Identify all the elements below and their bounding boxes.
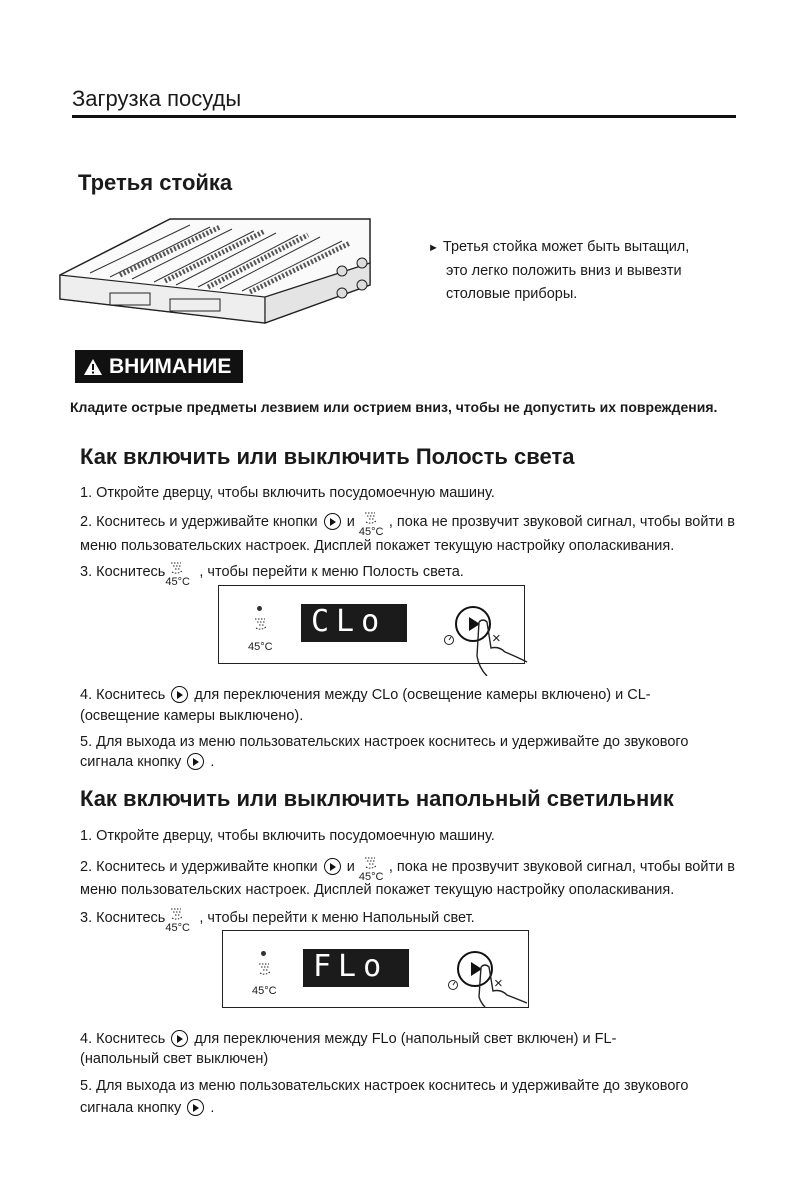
step-text: для переключения между FLo (напольный свет включен) и FL- bbox=[194, 1031, 617, 1047]
step-text: 3. Коснитесь bbox=[80, 910, 166, 926]
lcd-readout: FLo bbox=[313, 949, 389, 984]
step-text: , чтобы перейти к меню Напольный свет. bbox=[199, 910, 475, 926]
cavity-step-1: 1. Откройте дверцу, чтобы включить посудомоечную машину. bbox=[80, 485, 495, 501]
rinse-45c-icon bbox=[165, 906, 195, 934]
control-panel-cavity bbox=[218, 585, 525, 664]
finger-press-icon bbox=[469, 616, 529, 676]
rinse-temp-label: 45°C bbox=[358, 871, 384, 883]
step-text: 2. Коснитесь и удерживайте кнопки bbox=[80, 514, 318, 530]
warning-text: Кладите острые предметы лезвием или острием вниз, чтобы не допустить их повреждения. bbox=[70, 399, 718, 415]
panel-temp-label: 45°C bbox=[252, 985, 277, 997]
lcd-display bbox=[301, 604, 407, 642]
rinse-45c-icon bbox=[359, 855, 389, 883]
warning-label: ВНИМАНИЕ bbox=[109, 354, 232, 378]
cavity-step-2-cont: меню пользовательских настроек. Дисплей покажет текущую настройку ополаскивания. bbox=[80, 538, 675, 554]
floor-step-2 bbox=[80, 855, 735, 883]
third-rack-title: Третья стойка bbox=[78, 170, 233, 195]
warning-badge bbox=[75, 350, 243, 383]
rinse-temp-label: 45°C bbox=[165, 576, 190, 588]
step-text: и bbox=[346, 859, 355, 875]
rinse-icon bbox=[257, 961, 273, 977]
step-text: сигнала кнопку bbox=[80, 754, 182, 770]
indicator-dot bbox=[261, 951, 266, 956]
cavity-step-4 bbox=[80, 686, 651, 704]
play-button-icon bbox=[171, 1030, 188, 1047]
lcd-readout: CLo bbox=[311, 604, 387, 639]
warning-triangle-icon bbox=[83, 358, 103, 376]
floor-step-1: 1. Откройте дверцу, чтобы включить посудомоечную машину. bbox=[80, 828, 495, 844]
finger-press-icon bbox=[471, 961, 527, 1007]
floor-step-2-cont: меню пользовательских настроек. Дисплей покажет текущую настройку ополаскивания. bbox=[80, 882, 675, 898]
rinse-temp-label: 45°C bbox=[165, 922, 190, 934]
cavity-step-3 bbox=[80, 560, 464, 588]
section-divider bbox=[72, 115, 736, 118]
play-button-icon bbox=[171, 686, 188, 703]
step-text: , пока не прозвучит звуковой сигнал, чтобы войти в bbox=[388, 514, 735, 530]
step-text: 4. Коснитесь bbox=[80, 687, 166, 703]
indicator-dot bbox=[257, 606, 262, 611]
cavity-step-4-cont: (освещение камеры выключено). bbox=[80, 708, 304, 724]
floor-step-4-cont: (напольный свет выключен) bbox=[80, 1051, 269, 1067]
note-line: Третья стойка может быть вытащил, bbox=[442, 239, 690, 255]
step-text: . bbox=[210, 1100, 215, 1116]
cavity-step-5-cont bbox=[80, 753, 214, 771]
floor-step-5: 5. Для выхода из меню пользовательских настроек коснитесь и удерживайте до звукового bbox=[80, 1078, 689, 1094]
third-rack-illustration bbox=[50, 215, 385, 325]
play-button-icon bbox=[324, 513, 341, 530]
cavity-step-2 bbox=[80, 510, 735, 538]
floor-step-5-cont bbox=[80, 1099, 214, 1117]
bullet-arrow-icon: ► bbox=[428, 242, 439, 254]
rinse-temp-label: 45°C bbox=[358, 526, 384, 538]
floor-step-4 bbox=[80, 1030, 616, 1048]
panel-temp-label: 45°C bbox=[248, 641, 273, 653]
step-text: 2. Коснитесь и удерживайте кнопки bbox=[80, 859, 318, 875]
note-line: это легко положить вниз и вывезти bbox=[446, 263, 682, 279]
rinse-45c-icon bbox=[359, 510, 389, 538]
step-text: и bbox=[346, 514, 355, 530]
note-line: столовые приборы. bbox=[446, 286, 578, 302]
lcd-display bbox=[303, 949, 409, 987]
step-text: , пока не прозвучит звуковой сигнал, чтобы войти в bbox=[388, 859, 735, 875]
play-button-icon bbox=[187, 1099, 204, 1116]
step-text: 4. Коснитесь bbox=[80, 1031, 166, 1047]
cavity-light-title: Как включить или выключить Полость света bbox=[80, 444, 575, 469]
control-panel-floor bbox=[222, 930, 529, 1008]
rinse-45c-icon bbox=[165, 560, 195, 588]
close-icon: × bbox=[494, 975, 503, 992]
step-text: 3. Коснитесь bbox=[80, 564, 166, 580]
play-button-icon bbox=[187, 753, 204, 770]
third-rack-note bbox=[428, 236, 689, 306]
step-text: . bbox=[210, 754, 215, 770]
floor-light-title: Как включить или выключить напольный светильник bbox=[80, 786, 674, 811]
cavity-step-5: 5. Для выхода из меню пользовательских настроек коснитесь и удерживайте до звукового bbox=[80, 734, 689, 750]
section-title: Загрузка посуды bbox=[72, 86, 242, 111]
rinse-icon bbox=[253, 616, 269, 632]
step-text: , чтобы перейти к меню Полость света. bbox=[199, 564, 464, 580]
close-icon: × bbox=[492, 630, 501, 647]
step-text: сигнала кнопку bbox=[80, 1100, 182, 1116]
timer-icon bbox=[447, 979, 459, 991]
timer-icon bbox=[443, 634, 455, 646]
play-button-icon bbox=[324, 858, 341, 875]
step-text: для переключения между CLo (освещение камеры включено) и CL- bbox=[194, 687, 651, 703]
